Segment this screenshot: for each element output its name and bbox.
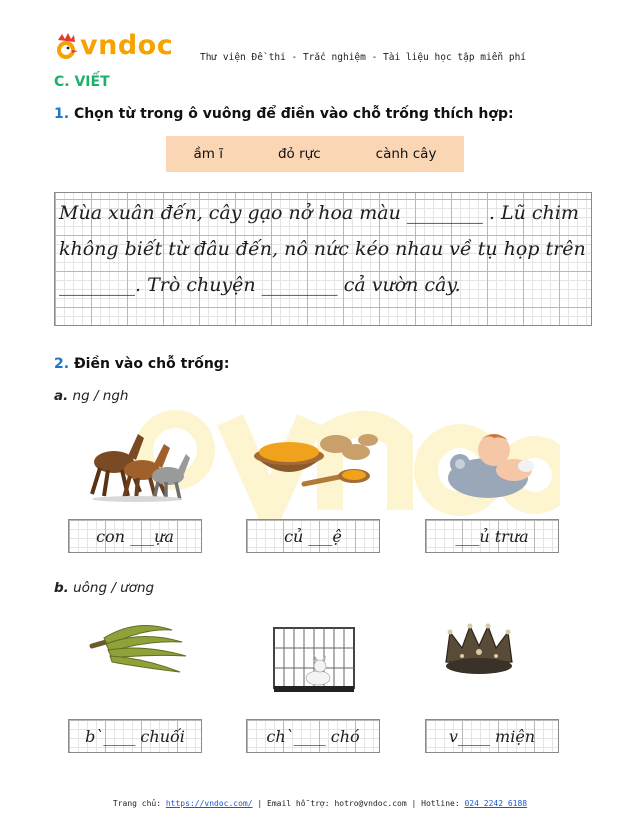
word-option: đỏ rực xyxy=(277,146,321,162)
part-a-label xyxy=(54,388,129,404)
part-a-letter: a. xyxy=(54,388,69,404)
crown-picture xyxy=(440,618,518,680)
answer-text: ___ủ trưa xyxy=(455,526,529,546)
answer-box[interactable] xyxy=(425,719,559,753)
banana-bunch-picture xyxy=(86,616,194,680)
answer-text: củ ___ệ xyxy=(284,526,342,546)
answer-text: b`____ chuối xyxy=(85,726,185,746)
word-box xyxy=(166,136,464,172)
section-title: C. VIẾT xyxy=(54,74,110,90)
word-option: cành cây xyxy=(375,146,437,162)
answer-box[interactable] xyxy=(246,519,380,553)
part-a-options: ng / ngh xyxy=(72,388,129,404)
answer-box[interactable] xyxy=(68,519,202,553)
passage-text: Mùa xuân đến, cây gạo nở hoa màu ________ . Lũ chim không biết từ đâu đến, nô nức kéo nhau về tụ họp trên ________. Trò chuyện ________ cả vườn cây. xyxy=(59,202,586,296)
logo-wordmark: vndoc xyxy=(80,30,174,61)
question-1-text: Chọn từ trong ô vuông để điền vào chỗ trống thích hợp: xyxy=(73,106,514,122)
answer-text: ch`____ chó xyxy=(266,726,360,746)
footer-hotline[interactable]: 024 2242 6188 xyxy=(464,799,528,808)
question-2-number: 2. xyxy=(54,356,70,372)
writing-grid xyxy=(54,192,592,326)
answer-text: con ___ựa xyxy=(96,526,174,546)
header-tagline: Thư viện Đề thi - Trắc nghiệm - Tài liệu học tập miễn phí xyxy=(200,52,527,63)
footer-home-link[interactable]: https://vndoc.com/ xyxy=(165,799,253,808)
question-2-text: Điền vào chỗ trống: xyxy=(73,356,230,372)
dog-cage-picture xyxy=(270,620,358,698)
question-1-title xyxy=(54,106,514,122)
footer-home-label: Trang chủ: xyxy=(112,799,166,808)
footer-support: | Email hỗ trợ: hotro@vndoc.com | Hotline: xyxy=(252,799,465,808)
question-1-number: 1. xyxy=(54,106,70,122)
chicken-mascot-icon xyxy=(57,33,78,59)
answer-box[interactable] xyxy=(246,719,380,753)
page-footer xyxy=(0,799,640,808)
part-b-options: uông / ương xyxy=(73,580,155,596)
ginger-turmeric-picture xyxy=(244,426,384,496)
page-header xyxy=(54,28,594,72)
answer-text: v____ miện xyxy=(448,726,536,746)
word-option: ầm ĩ xyxy=(193,146,223,162)
part-b-letter: b. xyxy=(54,580,69,596)
horses-picture xyxy=(82,420,192,502)
sleeping-baby-picture xyxy=(440,420,544,504)
question-2-title xyxy=(54,356,229,372)
part-b-label xyxy=(54,580,154,596)
answer-box[interactable] xyxy=(425,519,559,553)
answer-box[interactable] xyxy=(68,719,202,753)
